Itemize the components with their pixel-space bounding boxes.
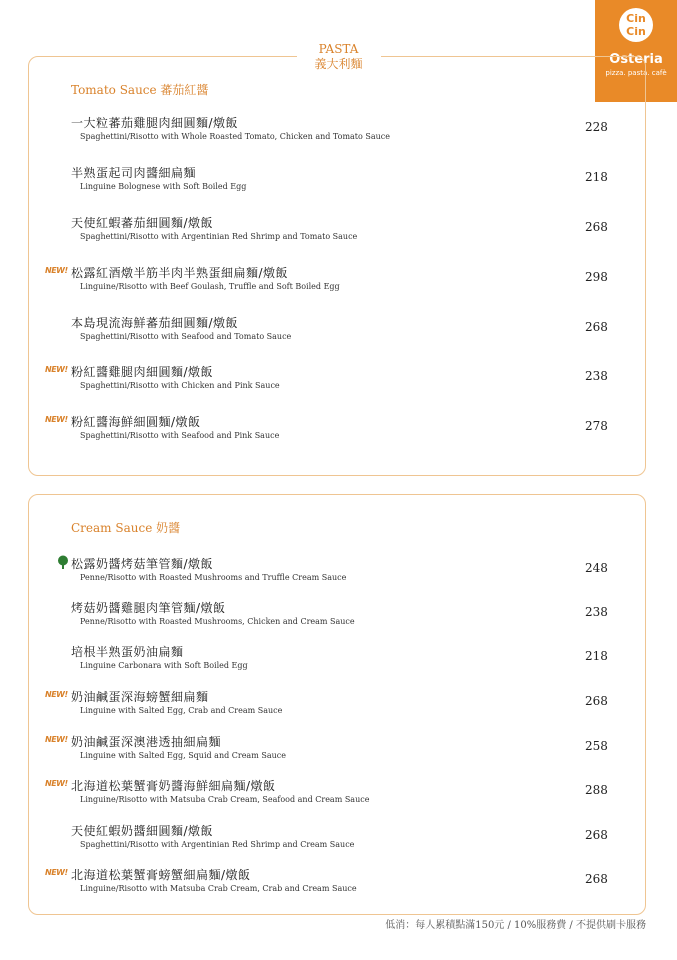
item-description: Linguine/Risotto with Beef Goulash, Truffle and Soft Boiled Egg [80,282,340,291]
item-price: 228 [585,120,608,134]
item-name: 一大粒蕃茄雞腿肉細圓麵/燉飯 [71,116,239,130]
logo-tagline: pizza. pasta. cafè [605,69,667,77]
item-description: Linguine/Risotto with Matsuba Crab Cream, Seafood and Cream Sauce [80,795,370,804]
item-description: Penne/Risotto with Roasted Mushrooms and Truffle Cream Sauce [80,573,347,582]
menu-item [0,777,677,813]
menu-item [0,599,677,635]
item-description: Linguine/Risotto with Matsuba Crab Cream, Crab and Cream Sauce [80,884,357,893]
footer-note: 低消：每人累積點滿150元 / 10%服務費 / 不提供刷卡服務 [385,920,646,931]
item-name: 北海道松葉蟹膏螃蟹細扁麵/燉飯 [71,868,251,882]
menu-item [0,688,677,724]
item-description: Spaghettini/Risotto with Chicken and Pink Sauce [80,381,280,390]
menu-item [0,214,677,250]
menu-title [0,42,677,72]
vegetarian-icon [56,555,70,569]
item-name: 粉紅醬海鮮細圓麵/燉飯 [71,415,201,429]
item-price: 268 [585,220,608,234]
menu-item [0,164,677,200]
item-price: 258 [585,739,608,753]
item-name: 粉紅醬雞腿肉細圓麵/燉飯 [71,365,214,379]
new-badge: NEW! [45,690,68,699]
menu-item [0,413,677,449]
item-price: 268 [585,828,608,842]
menu-item [0,866,677,902]
menu-item [0,363,677,399]
item-description: Linguine with Salted Egg, Squid and Cream Sauce [80,751,286,760]
item-name: 松露紅酒燉半筋半肉半熟蛋細扁麵/燉飯 [71,266,289,280]
item-description: Spaghettini/Risotto with Whole Roasted Tomato, Chicken and Tomato Sauce [80,132,390,141]
item-description: Spaghettini/Risotto with Seafood and Tomato Sauce [80,332,292,341]
item-description: Penne/Risotto with Roasted Mushrooms, Chicken and Cream Sauce [80,617,355,626]
item-price: 238 [585,369,608,383]
logo-brand-line1: Cin [626,12,646,25]
menu-item [0,643,677,679]
item-name: 松露奶醬烤菇筆管麵/燉飯 [71,557,214,571]
new-badge: NEW! [45,779,68,788]
item-name: 天使紅蝦奶醬細圓麵/燉飯 [71,824,214,838]
item-description: Linguine Carbonara with Soft Boiled Egg [80,661,248,670]
item-name: 奶油鹹蛋深澳港透抽細扁麵 [71,735,222,749]
item-price: 248 [585,561,608,575]
logo-name: Osteria [609,52,663,67]
new-badge: NEW! [45,735,68,744]
item-price: 288 [585,783,608,797]
item-price: 218 [585,170,608,184]
item-price: 238 [585,605,608,619]
item-description: Linguine Bolognese with Soft Boiled Egg [80,182,247,191]
new-badge: NEW! [45,365,68,374]
menu-title-zh: 義大利麵 [297,57,381,72]
menu-item [0,314,677,350]
new-badge: NEW! [45,266,68,275]
item-price: 298 [585,270,608,284]
tomato-sauce-title: Tomato Sauce 蕃茄紅醬 [71,83,209,97]
menu-item [0,822,677,858]
item-description: Spaghettini/Risotto with Argentinian Red Shrimp and Cream Sauce [80,840,355,849]
item-name: 培根半熟蛋奶油扁麵 [71,645,184,659]
item-description: Linguine with Salted Egg, Crab and Cream Sauce [80,706,283,715]
item-price: 268 [585,320,608,334]
item-price: 268 [585,872,608,886]
item-name: 本島現流海鮮蕃茄細圓麵/燉飯 [71,316,239,330]
menu-title-en: PASTA [297,42,381,57]
item-name: 烤菇奶醬雞腿肉筆管麵/燉飯 [71,601,226,615]
logo-brand-line2: Cin [626,25,646,38]
menu-item [0,114,677,150]
item-name: 北海道松葉蟹膏奶醬海鮮細扁麵/燉飯 [71,779,276,793]
new-badge: NEW! [45,868,68,877]
item-price: 278 [585,419,608,433]
menu-item [0,264,677,300]
item-name: 半熟蛋起司肉醬細扁麵 [71,166,197,180]
logo-badge [619,8,653,42]
cream-sauce-title: Cream Sauce 奶醬 [71,521,181,535]
menu-item [0,733,677,769]
item-name: 奶油鹹蛋深海螃蟹細扁麵 [71,690,209,704]
item-price: 268 [585,694,608,708]
item-name: 天使紅蝦蕃茄細圓麵/燉飯 [71,216,214,230]
item-description: Spaghettini/Risotto with Argentinian Red Shrimp and Tomato Sauce [80,232,358,241]
item-description: Spaghettini/Risotto with Seafood and Pink Sauce [80,431,280,440]
new-badge: NEW! [45,415,68,424]
menu-item [0,555,677,591]
item-price: 218 [585,649,608,663]
